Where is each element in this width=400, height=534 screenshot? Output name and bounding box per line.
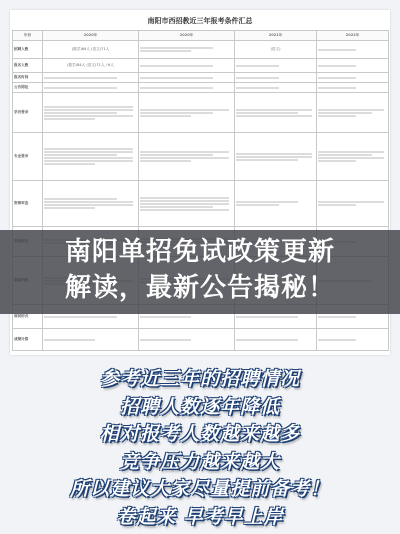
slogan-line: 相对报考人数越来越多 bbox=[99, 423, 300, 445]
table-cell bbox=[317, 133, 389, 181]
faint-line bbox=[44, 163, 95, 165]
faint-line bbox=[318, 49, 356, 51]
headline bbox=[0, 234, 400, 306]
table-cell bbox=[235, 133, 317, 181]
faint-line bbox=[44, 87, 117, 89]
headline-line-1: 南阳单招免试政策更新 bbox=[64, 237, 335, 267]
table-cell bbox=[43, 41, 139, 59]
table-cell bbox=[43, 329, 139, 351]
slogan-line: 所以建议大家尽量提前备考！ bbox=[69, 478, 330, 500]
table-cell bbox=[235, 83, 317, 93]
row-label: 资格审查 bbox=[13, 181, 43, 227]
faint-line bbox=[140, 200, 229, 202]
slogan-line: 参考近三年的招聘情况 bbox=[99, 368, 300, 390]
faint-line bbox=[44, 160, 133, 162]
faint-line bbox=[44, 204, 133, 206]
faint-line bbox=[236, 204, 279, 206]
row-label: 成绩计算 bbox=[13, 329, 43, 351]
row-label: 公告网址 bbox=[13, 83, 43, 93]
table-cell bbox=[43, 59, 139, 73]
faint-line bbox=[236, 77, 279, 79]
column-header: 2022年 bbox=[317, 31, 389, 41]
table-cell bbox=[317, 83, 389, 93]
faint-line bbox=[236, 87, 279, 89]
faint-line bbox=[140, 47, 213, 49]
faint-line bbox=[44, 201, 133, 203]
faint-line bbox=[236, 339, 298, 341]
table-cell bbox=[139, 41, 235, 59]
faint-line bbox=[44, 198, 117, 200]
faint-line bbox=[44, 207, 95, 209]
faint-line bbox=[140, 160, 191, 162]
row-label: 报名时间 bbox=[13, 73, 43, 83]
faint-line bbox=[318, 65, 356, 67]
faint-line bbox=[318, 154, 372, 156]
faint-line bbox=[236, 153, 312, 155]
table-row bbox=[13, 93, 389, 133]
faint-line bbox=[140, 77, 213, 79]
table-cell bbox=[139, 329, 235, 351]
table-row bbox=[13, 59, 389, 73]
faint-line bbox=[318, 339, 356, 341]
faint-line bbox=[140, 339, 191, 341]
column-header: 2021年 bbox=[235, 31, 317, 41]
faint-line bbox=[44, 106, 133, 108]
table-cell bbox=[43, 133, 139, 181]
table-row bbox=[13, 181, 389, 227]
table-cell bbox=[317, 59, 389, 73]
faint-line bbox=[318, 157, 384, 159]
table-cell bbox=[43, 83, 139, 93]
table-cell bbox=[139, 133, 235, 181]
faint-line bbox=[140, 65, 213, 67]
headline-line-2: 解读，最新公告揭秘！ bbox=[64, 273, 335, 303]
table-row bbox=[13, 133, 389, 181]
table-row bbox=[13, 83, 389, 93]
faint-line bbox=[140, 50, 191, 52]
faint-line bbox=[44, 109, 133, 111]
faint-line bbox=[318, 77, 356, 79]
faint-line bbox=[140, 87, 213, 89]
table-row bbox=[13, 41, 389, 59]
table-cell bbox=[235, 41, 317, 59]
table-cell bbox=[235, 93, 317, 133]
table-cell bbox=[317, 93, 389, 133]
faint-line bbox=[236, 115, 312, 117]
table-row bbox=[13, 329, 389, 351]
table-header-row bbox=[13, 31, 389, 41]
cell-text: (数学)84人 (语文)71人 / 6人 bbox=[67, 63, 114, 68]
document-title: 南阳市西招教近三年报考条件汇总 bbox=[147, 17, 253, 25]
column-header: 2020年 bbox=[43, 31, 139, 41]
faint-line bbox=[140, 203, 229, 205]
faint-line bbox=[318, 201, 384, 203]
faint-line bbox=[140, 316, 191, 318]
table-cell bbox=[43, 93, 139, 133]
faint-line bbox=[44, 77, 117, 79]
cell-text: (数学)84人 (语文)71人 bbox=[71, 47, 110, 52]
faint-line bbox=[44, 339, 95, 341]
faint-line bbox=[140, 112, 213, 114]
slogan-line: 招聘人数逐年降低 bbox=[119, 395, 280, 418]
table-cell bbox=[43, 73, 139, 83]
faint-line bbox=[140, 206, 213, 208]
table-cell bbox=[235, 329, 317, 351]
slogan-line: 竞争压力越来越大 bbox=[119, 450, 280, 473]
faint-line bbox=[140, 209, 229, 211]
table-cell bbox=[317, 181, 389, 227]
faint-line bbox=[318, 115, 356, 117]
faint-line bbox=[140, 154, 213, 156]
faint-line bbox=[44, 148, 133, 150]
faint-line bbox=[236, 109, 312, 111]
faint-line bbox=[236, 316, 298, 318]
row-label: 学历要求 bbox=[13, 93, 43, 133]
faint-line bbox=[140, 115, 191, 117]
column-header: 年份 bbox=[13, 31, 43, 41]
faint-line bbox=[236, 65, 279, 67]
table-cell bbox=[139, 73, 235, 83]
faint-line bbox=[236, 156, 312, 158]
table-row bbox=[13, 73, 389, 83]
faint-line bbox=[318, 151, 384, 153]
faint-line bbox=[318, 112, 372, 114]
table-cell bbox=[139, 181, 235, 227]
slogan-block bbox=[0, 366, 400, 531]
faint-line bbox=[318, 160, 356, 162]
faint-line bbox=[44, 151, 133, 153]
row-label: 专业要求 bbox=[13, 133, 43, 181]
table-cell bbox=[139, 59, 235, 73]
faint-line bbox=[44, 115, 133, 117]
table-cell bbox=[317, 329, 389, 351]
table-cell bbox=[139, 83, 235, 93]
row-label: 招聘人数 bbox=[13, 41, 43, 59]
faint-line bbox=[140, 197, 229, 199]
faint-line bbox=[318, 316, 356, 318]
faint-line bbox=[140, 157, 229, 159]
cell-text: (语文) bbox=[270, 47, 281, 52]
table-cell bbox=[235, 181, 317, 227]
table-cell bbox=[139, 93, 235, 133]
faint-line bbox=[318, 109, 384, 111]
faint-line bbox=[44, 157, 133, 159]
faint-line bbox=[140, 109, 229, 111]
faint-line bbox=[236, 159, 298, 161]
table-cell bbox=[235, 73, 317, 83]
table-cell bbox=[235, 59, 317, 73]
faint-line bbox=[44, 118, 95, 120]
faint-line bbox=[318, 204, 356, 206]
slogan-line: 卷起来 早考早上岸 bbox=[116, 505, 284, 528]
row-label: 面试形式 bbox=[13, 305, 43, 329]
faint-line bbox=[236, 112, 298, 114]
column-header: 2020年 bbox=[139, 31, 235, 41]
faint-line bbox=[44, 316, 117, 318]
row-label: 报名人数 bbox=[13, 59, 43, 73]
table-cell bbox=[317, 73, 389, 83]
table-cell bbox=[317, 41, 389, 59]
faint-line bbox=[236, 201, 298, 203]
faint-line bbox=[140, 151, 229, 153]
faint-line bbox=[318, 87, 356, 89]
table-cell bbox=[43, 181, 139, 227]
faint-line bbox=[44, 154, 117, 156]
faint-line bbox=[44, 112, 117, 114]
